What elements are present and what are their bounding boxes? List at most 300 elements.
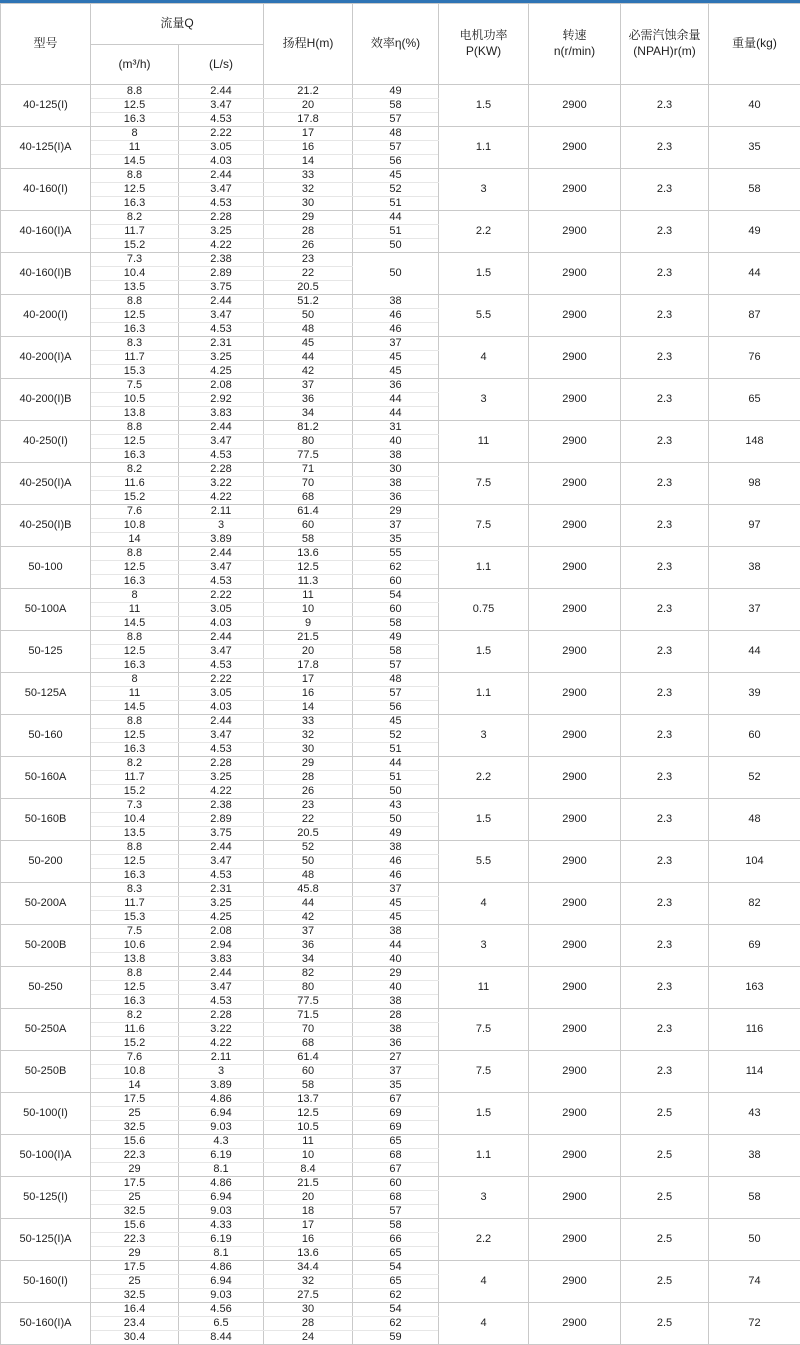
flow-m3h-cell: 16.4: [91, 1303, 179, 1317]
col-header-npsh: [621, 4, 709, 85]
weight-cell: 49: [709, 211, 800, 253]
head-cell: 17: [264, 127, 353, 141]
efficiency-cell: 38: [353, 449, 439, 463]
efficiency-cell: 36: [353, 1037, 439, 1051]
flow-ls-cell: 4.25: [179, 365, 264, 379]
npsh-cell: 2.5: [621, 1219, 709, 1261]
table-row: [1, 421, 800, 435]
npsh-cell: 2.3: [621, 379, 709, 421]
efficiency-cell: 51: [353, 771, 439, 785]
head-cell: 13.7: [264, 1093, 353, 1107]
power-cell: 2.2: [439, 757, 529, 799]
weight-cell: 148: [709, 421, 800, 463]
power-cell: 3: [439, 379, 529, 421]
power-cell: 1.1: [439, 547, 529, 589]
model-cell: 40-160(I)B: [1, 253, 91, 295]
table-row: [1, 967, 800, 981]
flow-m3h-cell: 25: [91, 1107, 179, 1121]
efficiency-cell: 44: [353, 939, 439, 953]
speed-cell: 2900: [529, 295, 621, 337]
flow-m3h-cell: 25: [91, 1191, 179, 1205]
npsh-cell: 2.3: [621, 631, 709, 673]
weight-cell: 60: [709, 715, 800, 757]
model-cell: 50-250A: [1, 1009, 91, 1051]
flow-m3h-cell: 12.5: [91, 729, 179, 743]
col-header-power-line1: 电机功率: [439, 28, 528, 44]
flow-m3h-cell: 29: [91, 1163, 179, 1177]
weight-cell: 82: [709, 883, 800, 925]
model-cell: 50-125A: [1, 673, 91, 715]
flow-m3h-cell: 8.8: [91, 547, 179, 561]
flow-ls-cell: 2.22: [179, 589, 264, 603]
npsh-cell: 2.5: [621, 1135, 709, 1177]
model-cell: 50-160B: [1, 799, 91, 841]
flow-m3h-cell: 10.8: [91, 1065, 179, 1079]
efficiency-cell: 38: [353, 295, 439, 309]
efficiency-cell: 68: [353, 1191, 439, 1205]
efficiency-cell: 28: [353, 1009, 439, 1023]
flow-ls-cell: 6.94: [179, 1191, 264, 1205]
flow-ls-cell: 4.22: [179, 1037, 264, 1051]
table-row: [1, 547, 800, 561]
flow-m3h-cell: 14: [91, 533, 179, 547]
flow-m3h-cell: 16.3: [91, 659, 179, 673]
efficiency-cell: 57: [353, 1205, 439, 1219]
flow-m3h-cell: 11.6: [91, 477, 179, 491]
flow-ls-cell: 4.53: [179, 743, 264, 757]
flow-ls-cell: 3.47: [179, 729, 264, 743]
flow-m3h-cell: 16.3: [91, 323, 179, 337]
efficiency-cell: 65: [353, 1275, 439, 1289]
efficiency-cell: 44: [353, 407, 439, 421]
npsh-cell: 2.3: [621, 673, 709, 715]
flow-ls-cell: 2.89: [179, 267, 264, 281]
power-cell: 1.5: [439, 253, 529, 295]
table-row: [1, 505, 800, 519]
efficiency-cell: 57: [353, 141, 439, 155]
power-cell: 5.5: [439, 295, 529, 337]
flow-ls-cell: 3.05: [179, 141, 264, 155]
weight-cell: 163: [709, 967, 800, 1009]
head-cell: 58: [264, 1079, 353, 1093]
head-cell: 44: [264, 351, 353, 365]
flow-ls-cell: 4.53: [179, 323, 264, 337]
flow-m3h-cell: 12.5: [91, 435, 179, 449]
flow-ls-cell: 3.75: [179, 281, 264, 295]
flow-m3h-cell: 7.3: [91, 799, 179, 813]
head-cell: 22: [264, 813, 353, 827]
head-cell: 24: [264, 1331, 353, 1345]
table-row: [1, 253, 800, 267]
table-row: [1, 715, 800, 729]
head-cell: 34: [264, 953, 353, 967]
flow-ls-cell: 2.31: [179, 337, 264, 351]
head-cell: 58: [264, 533, 353, 547]
power-cell: 1.5: [439, 1093, 529, 1135]
flow-m3h-cell: 15.3: [91, 365, 179, 379]
weight-cell: 98: [709, 463, 800, 505]
npsh-cell: 2.3: [621, 295, 709, 337]
weight-cell: 44: [709, 631, 800, 673]
flow-m3h-cell: 12.5: [91, 183, 179, 197]
flow-ls-cell: 4.22: [179, 239, 264, 253]
weight-cell: 40: [709, 85, 800, 127]
head-cell: 20: [264, 645, 353, 659]
head-cell: 71: [264, 463, 353, 477]
flow-ls-cell: 2.38: [179, 253, 264, 267]
table-row: [1, 85, 800, 99]
flow-ls-cell: 2.22: [179, 673, 264, 687]
model-cell: 40-200(I)A: [1, 337, 91, 379]
head-cell: 17: [264, 1219, 353, 1233]
power-cell: 11: [439, 421, 529, 463]
power-cell: 1.1: [439, 673, 529, 715]
head-cell: 50: [264, 309, 353, 323]
head-cell: 9: [264, 617, 353, 631]
npsh-cell: 2.3: [621, 505, 709, 547]
flow-ls-cell: 3: [179, 519, 264, 533]
flow-ls-cell: 6.19: [179, 1233, 264, 1247]
flow-ls-cell: 3.83: [179, 407, 264, 421]
model-cell: 50-125(I): [1, 1177, 91, 1219]
flow-ls-cell: 3.25: [179, 351, 264, 365]
flow-ls-cell: 4.03: [179, 701, 264, 715]
efficiency-cell: 51: [353, 743, 439, 757]
power-cell: 11: [439, 967, 529, 1009]
flow-m3h-cell: 8.8: [91, 85, 179, 99]
model-cell: 40-125(I)A: [1, 127, 91, 169]
power-cell: 7.5: [439, 1051, 529, 1093]
head-cell: 8.4: [264, 1163, 353, 1177]
col-header-npsh-line2: (NPAH)r(m): [621, 44, 708, 60]
flow-ls-cell: 4.33: [179, 1219, 264, 1233]
model-cell: 50-100(I)A: [1, 1135, 91, 1177]
table-row: [1, 295, 800, 309]
flow-m3h-cell: 15.2: [91, 785, 179, 799]
head-cell: 52: [264, 841, 353, 855]
flow-ls-cell: 2.44: [179, 841, 264, 855]
flow-m3h-cell: 8.8: [91, 421, 179, 435]
npsh-cell: 2.3: [621, 757, 709, 799]
efficiency-cell: 46: [353, 855, 439, 869]
efficiency-cell: 48: [353, 673, 439, 687]
efficiency-cell: 45: [353, 169, 439, 183]
head-cell: 33: [264, 169, 353, 183]
weight-cell: 38: [709, 547, 800, 589]
speed-cell: 2900: [529, 127, 621, 169]
head-cell: 29: [264, 211, 353, 225]
efficiency-cell: 49: [353, 85, 439, 99]
weight-cell: 37: [709, 589, 800, 631]
flow-m3h-cell: 10.8: [91, 519, 179, 533]
flow-m3h-cell: 8: [91, 589, 179, 603]
flow-m3h-cell: 32.5: [91, 1205, 179, 1219]
model-cell: 50-100(I): [1, 1093, 91, 1135]
weight-cell: 114: [709, 1051, 800, 1093]
efficiency-cell: 56: [353, 155, 439, 169]
efficiency-cell: 44: [353, 757, 439, 771]
speed-cell: 2900: [529, 757, 621, 799]
col-header-power: [439, 4, 529, 85]
head-cell: 32: [264, 729, 353, 743]
head-cell: 70: [264, 477, 353, 491]
efficiency-cell: 67: [353, 1093, 439, 1107]
flow-m3h-cell: 16.3: [91, 743, 179, 757]
flow-ls-cell: 4.53: [179, 995, 264, 1009]
flow-m3h-cell: 16.3: [91, 575, 179, 589]
head-cell: 21.5: [264, 631, 353, 645]
flow-m3h-cell: 10.4: [91, 813, 179, 827]
flow-ls-cell: 3.25: [179, 897, 264, 911]
efficiency-cell: 50: [353, 253, 439, 295]
flow-m3h-cell: 7.5: [91, 925, 179, 939]
efficiency-cell: 38: [353, 925, 439, 939]
efficiency-cell: 29: [353, 505, 439, 519]
flow-ls-cell: 2.94: [179, 939, 264, 953]
efficiency-cell: 29: [353, 967, 439, 981]
flow-m3h-cell: 8: [91, 127, 179, 141]
flow-ls-cell: 4.86: [179, 1093, 264, 1107]
flow-m3h-cell: 14: [91, 1079, 179, 1093]
efficiency-cell: 51: [353, 197, 439, 211]
head-cell: 28: [264, 771, 353, 785]
npsh-cell: 2.3: [621, 547, 709, 589]
model-cell: 50-200: [1, 841, 91, 883]
speed-cell: 2900: [529, 85, 621, 127]
flow-m3h-cell: 7.5: [91, 379, 179, 393]
efficiency-cell: 66: [353, 1233, 439, 1247]
efficiency-cell: 27: [353, 1051, 439, 1065]
head-cell: 27.5: [264, 1289, 353, 1303]
flow-m3h-cell: 12.5: [91, 99, 179, 113]
col-header-speed-line1: 转速: [529, 28, 620, 44]
flow-m3h-cell: 14.5: [91, 155, 179, 169]
head-cell: 48: [264, 323, 353, 337]
flow-ls-cell: 4.53: [179, 197, 264, 211]
flow-m3h-cell: 8.2: [91, 463, 179, 477]
head-cell: 42: [264, 911, 353, 925]
efficiency-cell: 54: [353, 1261, 439, 1275]
flow-m3h-cell: 12.5: [91, 309, 179, 323]
flow-m3h-cell: 8.2: [91, 211, 179, 225]
flow-ls-cell: 2.31: [179, 883, 264, 897]
efficiency-cell: 65: [353, 1247, 439, 1261]
flow-ls-cell: 2.28: [179, 463, 264, 477]
table-row: [1, 673, 800, 687]
power-cell: 4: [439, 883, 529, 925]
col-header-flow-ls: (L/s): [179, 45, 264, 85]
npsh-cell: 2.3: [621, 715, 709, 757]
efficiency-cell: 37: [353, 1065, 439, 1079]
efficiency-cell: 49: [353, 827, 439, 841]
head-cell: 10: [264, 1149, 353, 1163]
speed-cell: 2900: [529, 631, 621, 673]
flow-m3h-cell: 11.7: [91, 771, 179, 785]
flow-m3h-cell: 12.5: [91, 981, 179, 995]
power-cell: 3: [439, 169, 529, 211]
efficiency-cell: 38: [353, 477, 439, 491]
flow-m3h-cell: 17.5: [91, 1177, 179, 1191]
flow-m3h-cell: 16.3: [91, 113, 179, 127]
power-cell: 5.5: [439, 841, 529, 883]
npsh-cell: 2.3: [621, 85, 709, 127]
speed-cell: 2900: [529, 1051, 621, 1093]
efficiency-cell: 67: [353, 1163, 439, 1177]
flow-m3h-cell: 8.8: [91, 631, 179, 645]
weight-cell: 58: [709, 1177, 800, 1219]
table-row: [1, 337, 800, 351]
head-cell: 21.2: [264, 85, 353, 99]
head-cell: 77.5: [264, 995, 353, 1009]
head-cell: 61.4: [264, 1051, 353, 1065]
efficiency-cell: 54: [353, 1303, 439, 1317]
head-cell: 23: [264, 253, 353, 267]
weight-cell: 97: [709, 505, 800, 547]
flow-ls-cell: 9.03: [179, 1205, 264, 1219]
flow-ls-cell: 2.44: [179, 85, 264, 99]
flow-ls-cell: 4.03: [179, 155, 264, 169]
flow-ls-cell: 4.86: [179, 1261, 264, 1275]
col-header-speed: [529, 4, 621, 85]
weight-cell: 35: [709, 127, 800, 169]
power-cell: 1.5: [439, 85, 529, 127]
col-header-model: 型号: [1, 4, 91, 85]
flow-ls-cell: 3.22: [179, 477, 264, 491]
flow-m3h-cell: 10.5: [91, 393, 179, 407]
efficiency-cell: 62: [353, 1317, 439, 1331]
efficiency-cell: 40: [353, 435, 439, 449]
head-cell: 33: [264, 715, 353, 729]
flow-ls-cell: 2.28: [179, 757, 264, 771]
npsh-cell: 2.3: [621, 169, 709, 211]
flow-ls-cell: 4.53: [179, 659, 264, 673]
flow-ls-cell: 2.11: [179, 1051, 264, 1065]
efficiency-cell: 46: [353, 309, 439, 323]
flow-ls-cell: 2.22: [179, 127, 264, 141]
flow-ls-cell: 3.47: [179, 309, 264, 323]
table-body: [1, 85, 800, 1345]
flow-ls-cell: 3.22: [179, 1023, 264, 1037]
speed-cell: 2900: [529, 379, 621, 421]
table-row: [1, 1093, 800, 1107]
speed-cell: 2900: [529, 1177, 621, 1219]
col-header-flow: 流量Q: [91, 4, 264, 45]
efficiency-cell: 44: [353, 393, 439, 407]
head-cell: 28: [264, 1317, 353, 1331]
efficiency-cell: 54: [353, 589, 439, 603]
speed-cell: 2900: [529, 505, 621, 547]
table-row: [1, 1009, 800, 1023]
efficiency-cell: 35: [353, 1079, 439, 1093]
power-cell: 7.5: [439, 1009, 529, 1051]
flow-ls-cell: 3.83: [179, 953, 264, 967]
head-cell: 36: [264, 393, 353, 407]
efficiency-cell: 45: [353, 911, 439, 925]
head-cell: 13.6: [264, 1247, 353, 1261]
flow-m3h-cell: 8.8: [91, 841, 179, 855]
table-row: [1, 169, 800, 183]
speed-cell: 2900: [529, 1135, 621, 1177]
model-cell: 50-250: [1, 967, 91, 1009]
npsh-cell: 2.3: [621, 589, 709, 631]
col-header-flow-m3h: (m³/h): [91, 45, 179, 85]
npsh-cell: 2.3: [621, 127, 709, 169]
col-header-speed-line2: n(r/min): [529, 44, 620, 60]
model-cell: 50-160(I): [1, 1261, 91, 1303]
model-cell: 50-250B: [1, 1051, 91, 1093]
efficiency-cell: 36: [353, 379, 439, 393]
flow-m3h-cell: 8.8: [91, 715, 179, 729]
efficiency-cell: 37: [353, 883, 439, 897]
table-row: [1, 1177, 800, 1191]
head-cell: 30: [264, 1303, 353, 1317]
efficiency-cell: 51: [353, 225, 439, 239]
speed-cell: 2900: [529, 463, 621, 505]
efficiency-cell: 50: [353, 813, 439, 827]
flow-ls-cell: 4.53: [179, 869, 264, 883]
table-row: [1, 127, 800, 141]
flow-ls-cell: 2.92: [179, 393, 264, 407]
flow-ls-cell: 3.05: [179, 687, 264, 701]
npsh-cell: 2.3: [621, 1051, 709, 1093]
flow-m3h-cell: 13.5: [91, 281, 179, 295]
flow-ls-cell: 8.1: [179, 1247, 264, 1261]
flow-ls-cell: 4.86: [179, 1177, 264, 1191]
flow-ls-cell: 3.47: [179, 561, 264, 575]
npsh-cell: 2.5: [621, 1177, 709, 1219]
speed-cell: 2900: [529, 589, 621, 631]
npsh-cell: 2.3: [621, 1009, 709, 1051]
npsh-cell: 2.5: [621, 1093, 709, 1135]
power-cell: 1.1: [439, 127, 529, 169]
table-row: [1, 1051, 800, 1065]
efficiency-cell: 46: [353, 869, 439, 883]
model-cell: 50-100A: [1, 589, 91, 631]
weight-cell: 43: [709, 1093, 800, 1135]
flow-ls-cell: 3.75: [179, 827, 264, 841]
head-cell: 36: [264, 939, 353, 953]
head-cell: 14: [264, 155, 353, 169]
flow-m3h-cell: 22.3: [91, 1149, 179, 1163]
weight-cell: 74: [709, 1261, 800, 1303]
npsh-cell: 2.3: [621, 337, 709, 379]
weight-cell: 69: [709, 925, 800, 967]
efficiency-cell: 57: [353, 659, 439, 673]
efficiency-cell: 45: [353, 897, 439, 911]
flow-m3h-cell: 8.8: [91, 295, 179, 309]
speed-cell: 2900: [529, 421, 621, 463]
efficiency-cell: 40: [353, 981, 439, 995]
power-cell: 3: [439, 925, 529, 967]
model-cell: 50-160A: [1, 757, 91, 799]
head-cell: 50: [264, 855, 353, 869]
flow-m3h-cell: 11.7: [91, 351, 179, 365]
flow-ls-cell: 3.47: [179, 981, 264, 995]
npsh-cell: 2.3: [621, 799, 709, 841]
head-cell: 26: [264, 239, 353, 253]
head-cell: 17: [264, 673, 353, 687]
npsh-cell: 2.3: [621, 421, 709, 463]
col-header-head: 扬程H(m): [264, 4, 353, 85]
head-cell: 61.4: [264, 505, 353, 519]
head-cell: 16: [264, 141, 353, 155]
flow-ls-cell: 4.53: [179, 449, 264, 463]
flow-ls-cell: 3.47: [179, 645, 264, 659]
efficiency-cell: 48: [353, 127, 439, 141]
flow-m3h-cell: 30.4: [91, 1331, 179, 1345]
power-cell: 7.5: [439, 505, 529, 547]
npsh-cell: 2.5: [621, 1303, 709, 1345]
